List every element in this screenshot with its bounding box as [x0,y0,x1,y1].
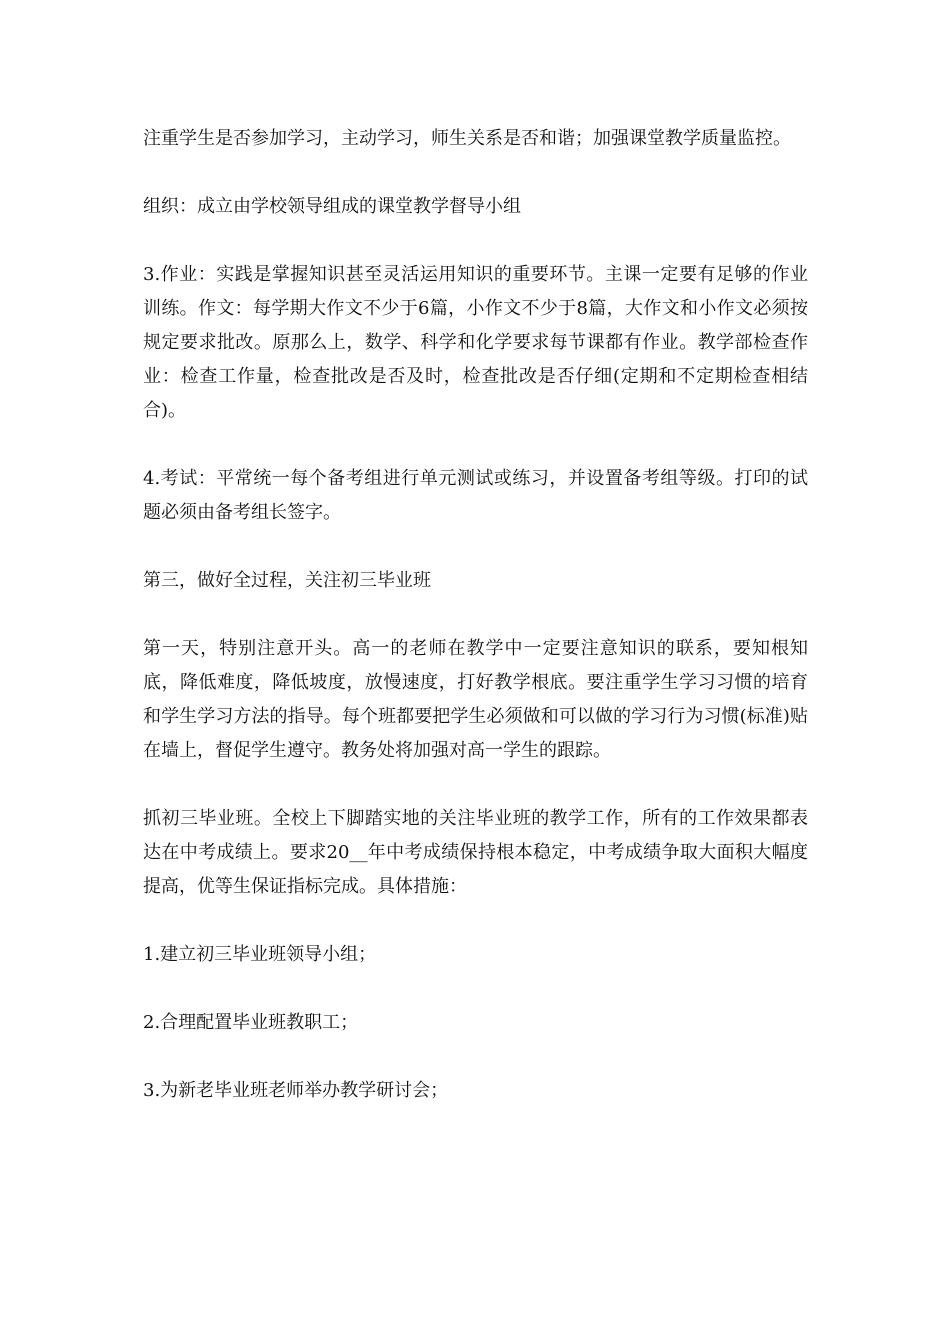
paragraph-3: 3.作业：实践是掌握知识甚至灵活运用知识的重要环节。主课一定要有足够的作业训练。作文：每学期大作文不少于6篇，小作文不少于8篇，大作文和小作文必须按规定要求批改。原那么上，数学、科学和化学要求每节课都有作业。教学部检查作业：检查工作量，检查批改是否及时，检查批改是否仔细(定期和不定期检查相结合)。 [143,264,808,421]
paragraph-1: 注重学生是否参加学习，主动学习，师生关系是否和谐；加强课堂教学质量监控。 [143,128,791,149]
paragraph-10: 3.为新老毕业班老师举办教学研讨会； [143,1080,449,1101]
paragraph-4: 4.考试：平常统一每个备考组进行单元测试或练习，并设置备考组等级。打印的试题必须由备考组长签字。 [143,468,808,523]
paragraph-9: 2.合理配置毕业班教职工； [143,1012,359,1033]
paragraph-5: 第三，做好全过程，关注初三毕业班 [143,570,431,591]
paragraph-7: 抓初三毕业班。全校上下脚踏实地的关注毕业班的教学工作，所有的工作效果都表达在中考成绩上。要求20__年中考成绩保持根本稳定，中考成绩争取大面积大幅度提高，优等生保证指标完成。具体措施： [143,808,808,897]
paragraph-2: 组织：成立由学校领导组成的课堂教学督导小组 [143,196,521,217]
paragraph-8: 1.建立初三毕业班领导小组； [143,944,377,965]
document-body [143,122,808,1142]
paragraph-6: 第一天，特别注意开头。高一的老师在教学中一定要注意知识的联系，要知根知底，降低难度，降低坡度，放慢速度，打好教学根底。要注重学生学习习惯的培育和学生学习方法的指导。每个班都要把学生必须做和可以做的学习行为习惯(标准)贴在墙上，督促学生遵守。教务处将加强对高一学生的跟踪。 [143,638,808,761]
